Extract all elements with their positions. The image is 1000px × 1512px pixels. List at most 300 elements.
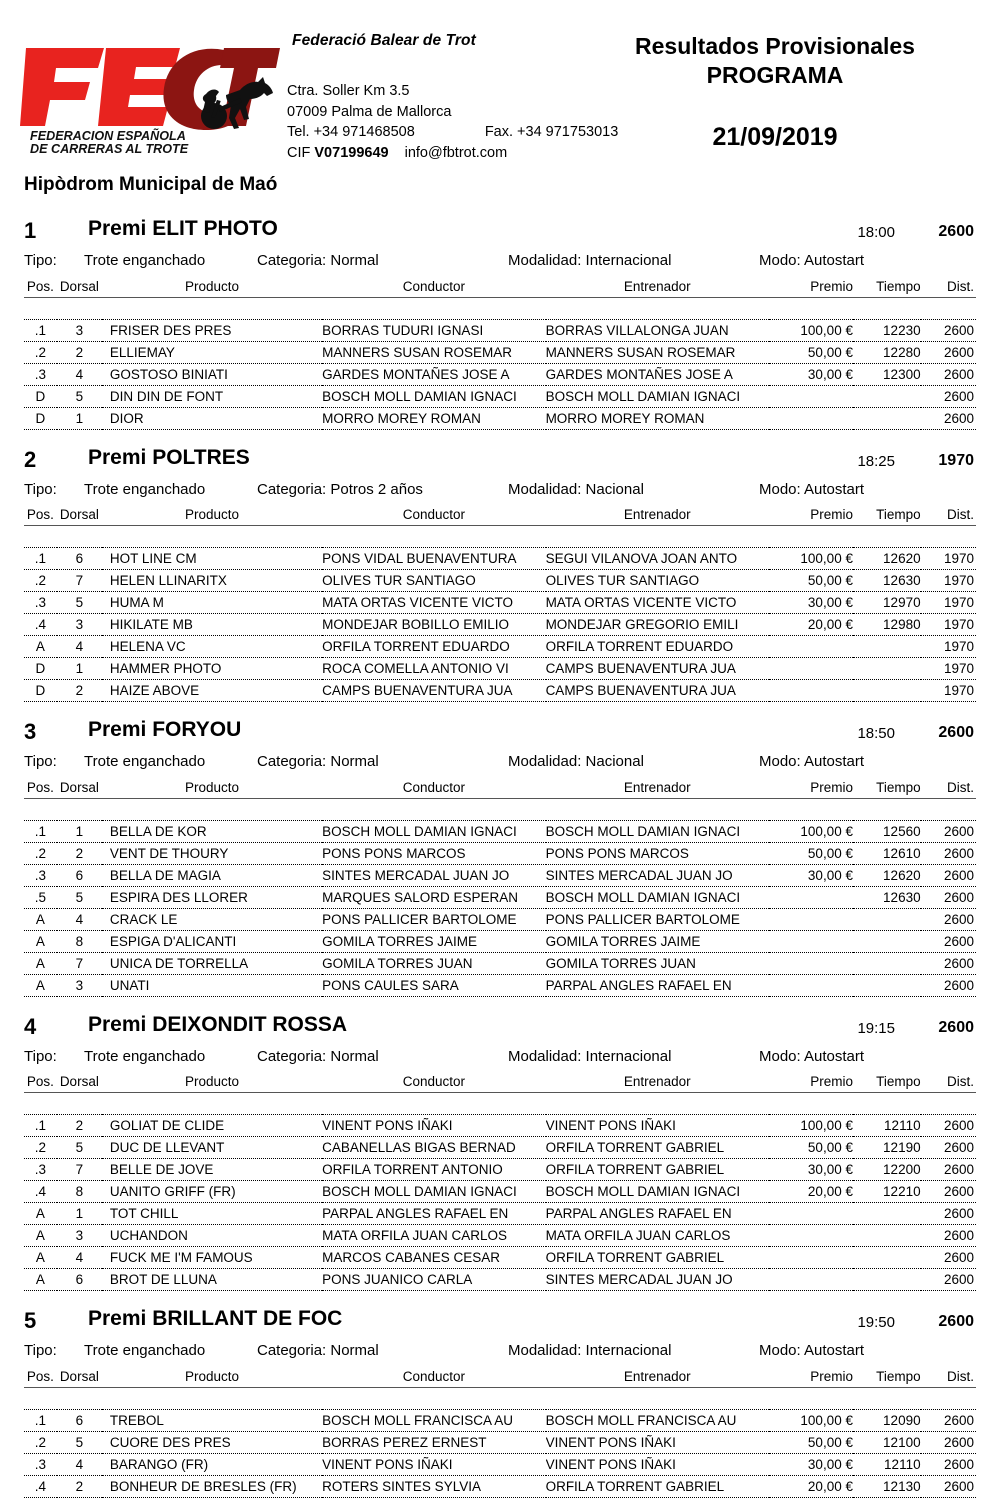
cell-conductor: GOMILA TORRES JAIME [322, 930, 545, 952]
table-row[interactable] [24, 974, 976, 996]
cell-tiempo: 12210 [853, 1181, 921, 1203]
column-header-dorsal: Dorsal [57, 507, 102, 526]
cell-position: .3 [24, 1453, 57, 1475]
cell-dorsal: 6 [57, 1269, 102, 1291]
cell-position: .2 [24, 570, 57, 592]
table-row[interactable] [24, 864, 976, 886]
cell-conductor: MARCOS CABANES CESAR [322, 1247, 545, 1269]
cell-position: .1 [24, 319, 57, 341]
cell-producto: BELLA DE KOR [102, 820, 322, 842]
column-header-tiempo: Tiempo [853, 1368, 921, 1387]
cell-producto: DIN DIN DE FONT [102, 385, 322, 407]
cell-entrenador: PONS PALLICER BARTOLOME [546, 908, 769, 930]
meta-modo: Modo: Autostart [759, 480, 865, 498]
cell-tiempo: 12620 [853, 548, 921, 570]
cell-distancia: 1970 [921, 548, 976, 570]
cell-producto: TREBOL [102, 1409, 322, 1431]
cell-premio [769, 680, 853, 702]
cell-position: .1 [24, 548, 57, 570]
cell-tiempo [853, 658, 921, 680]
race-meta-row [0, 751, 1000, 779]
cell-dorsal: 2 [57, 1115, 102, 1137]
results-table-body [24, 1387, 976, 1497]
cell-conductor: PONS PONS MARCOS [322, 842, 545, 864]
cell-producto: BELLE DE JOVE [102, 1159, 322, 1181]
meta-modo: Modo: Autostart [759, 1047, 865, 1065]
event-date: 21/09/2019 [712, 123, 838, 151]
cell-conductor: VINENT PONS IÑAKI [322, 1115, 545, 1137]
cell-tiempo: 12190 [853, 1137, 921, 1159]
table-row[interactable] [24, 1475, 976, 1497]
cell-distancia: 2600 [921, 930, 976, 952]
meta-tipo-value: Trote enganchado [84, 1342, 206, 1359]
cell-tiempo: 12130 [853, 1475, 921, 1497]
table-row[interactable] [24, 548, 976, 570]
cell-distancia: 2600 [921, 952, 976, 974]
cell-dorsal: 5 [57, 1431, 102, 1453]
cell-dorsal: 4 [57, 908, 102, 930]
document-title-block [580, 32, 970, 152]
meta-modalidad: Modalidad: Nacional [508, 753, 644, 770]
cell-conductor: MONDEJAR BOBILLO EMILIO [322, 614, 545, 636]
table-row[interactable] [24, 319, 976, 341]
cell-producto: DIOR [102, 407, 322, 429]
cell-tiempo: 12620 [853, 864, 921, 886]
cell-position: A [24, 1269, 57, 1291]
cell-producto: HAIZE ABOVE [102, 680, 322, 702]
cell-distancia: 2600 [921, 385, 976, 407]
cell-distancia: 2600 [921, 864, 976, 886]
race-distance: 2600 [938, 223, 974, 240]
spacer-cell [24, 1387, 976, 1409]
table-header-row [24, 779, 976, 798]
cell-premio [769, 952, 853, 974]
cell-tiempo: 12200 [853, 1159, 921, 1181]
cell-conductor: PONS VIDAL BUENAVENTURA [322, 548, 545, 570]
spacer-cell [24, 297, 976, 319]
meta-tipo-label: Tipo: [24, 1047, 57, 1065]
cell-entrenador: GOMILA TORRES JAIME [546, 930, 769, 952]
column-header-dist: Dist. [921, 1368, 976, 1387]
cell-position: .2 [24, 341, 57, 363]
table-row[interactable] [24, 908, 976, 930]
meta-tipo-value: Trote enganchado [84, 753, 206, 770]
cell-dorsal: 7 [57, 952, 102, 974]
table-spacer-row [24, 1387, 976, 1409]
cell-distancia: 2600 [921, 1225, 976, 1247]
cell-tiempo [853, 974, 921, 996]
table-row[interactable] [24, 1247, 976, 1269]
race-start-time: 18:50 [857, 725, 895, 742]
cell-premio: 100,00 € [769, 1115, 853, 1137]
table-row[interactable] [24, 886, 976, 908]
table-spacer-row [24, 798, 976, 820]
cell-position: .3 [24, 592, 57, 614]
race-meta-row [0, 479, 1000, 507]
cif-label: CIF [287, 144, 311, 161]
cell-premio: 30,00 € [769, 1159, 853, 1181]
results-table-head [24, 278, 976, 297]
cell-dorsal: 7 [57, 1159, 102, 1181]
cell-producto: HOT LINE CM [102, 548, 322, 570]
table-row[interactable] [24, 363, 976, 385]
cell-conductor: ORFILA TORRENT ANTONIO [322, 1159, 545, 1181]
table-row[interactable] [24, 842, 976, 864]
spacer-cell [24, 1093, 976, 1115]
column-header-entrenador: Entrenador [546, 1074, 769, 1093]
cell-tiempo [853, 908, 921, 930]
federation-name: Federació Balear de Trot [292, 32, 476, 49]
cell-tiempo: 12230 [853, 319, 921, 341]
logo-subtitle-line1: FEDERACION ESPAÑOLA [30, 129, 186, 143]
race-meta-row [0, 250, 1000, 278]
cell-dorsal: 2 [57, 680, 102, 702]
cell-premio: 50,00 € [769, 1137, 853, 1159]
cell-tiempo: 12110 [853, 1453, 921, 1475]
meta-categoria: Categoria: Normal [257, 1047, 379, 1065]
results-table [24, 1074, 976, 1292]
table-spacer-row [24, 526, 976, 548]
cell-position: .4 [24, 1181, 57, 1203]
cell-conductor: MATA ORTAS VICENTE VICTO [322, 592, 545, 614]
cell-producto: CRACK LE [102, 908, 322, 930]
cell-producto: BELLA DE MAGIA [102, 864, 322, 886]
meta-categoria: Categoria: Normal [257, 1342, 379, 1359]
cell-position: .5 [24, 886, 57, 908]
race-start-time: 19:50 [857, 1314, 895, 1331]
cell-distancia: 1970 [921, 658, 976, 680]
table-row[interactable] [24, 1453, 976, 1475]
race-name: Premi ELIT PHOTO [88, 217, 278, 240]
cell-producto: HELEN LLINARITX [102, 570, 322, 592]
cell-producto: FUCK ME I'M FAMOUS [102, 1247, 322, 1269]
cell-producto: GOLIAT DE CLIDE [102, 1115, 322, 1137]
race-title-row [0, 215, 1000, 250]
cell-position: .3 [24, 864, 57, 886]
table-row[interactable] [24, 614, 976, 636]
cell-entrenador: VINENT PONS IÑAKI [546, 1431, 769, 1453]
table-row[interactable] [24, 407, 976, 429]
cell-premio [769, 636, 853, 658]
cell-conductor: VINENT PONS IÑAKI [322, 1453, 545, 1475]
cell-distancia: 2600 [921, 319, 976, 341]
address-line-2: 07009 Palma de Mallorca [287, 103, 452, 120]
column-header-entrenador: Entrenador [546, 507, 769, 526]
results-table-body [24, 798, 976, 996]
table-header-row [24, 1368, 976, 1387]
cell-producto: ELLIEMAY [102, 341, 322, 363]
race-section [0, 444, 1000, 717]
cell-distancia: 2600 [921, 1269, 976, 1291]
table-row[interactable] [24, 341, 976, 363]
table-row[interactable] [24, 570, 976, 592]
table-header-row [24, 278, 976, 297]
cell-conductor: BOSCH MOLL DAMIAN IGNACI [322, 1181, 545, 1203]
spacer-cell [24, 798, 976, 820]
race-name: Premi DEIXONDIT ROSSA [88, 1012, 348, 1036]
table-row[interactable] [24, 1225, 976, 1247]
cell-tiempo: 12280 [853, 341, 921, 363]
cell-distancia: 2600 [921, 1203, 976, 1225]
cell-conductor: PONS CAULES SARA [322, 974, 545, 996]
cell-entrenador: VINENT PONS IÑAKI [546, 1115, 769, 1137]
column-header-conductor: Conductor [322, 779, 545, 798]
spacer-cell [24, 526, 976, 548]
race-section [0, 1011, 1000, 1306]
cell-conductor: PONS JUANICO CARLA [322, 1269, 545, 1291]
cell-dorsal: 4 [57, 1453, 102, 1475]
cell-tiempo: 12090 [853, 1409, 921, 1431]
cell-position: A [24, 1247, 57, 1269]
column-header-conductor: Conductor [322, 1074, 545, 1093]
meta-tipo-label: Tipo: [24, 753, 57, 770]
meta-tipo-label: Tipo: [24, 1342, 57, 1359]
cell-entrenador: MANNERS SUSAN ROSEMAR [546, 341, 769, 363]
cell-tiempo [853, 407, 921, 429]
table-row[interactable] [24, 1409, 976, 1431]
table-row[interactable] [24, 385, 976, 407]
cell-position: A [24, 636, 57, 658]
race-name: Premi FORYOU [88, 718, 242, 741]
cell-dorsal: 3 [57, 974, 102, 996]
column-header-premio: Premio [769, 507, 853, 526]
cell-position: .2 [24, 1431, 57, 1453]
cell-dorsal: 1 [57, 1203, 102, 1225]
telephone: Tel. +34 971468508 [287, 124, 415, 140]
column-header-dist: Dist. [921, 1074, 976, 1093]
cell-tiempo [853, 1203, 921, 1225]
cell-conductor: CABANELLAS BIGAS BERNAD [322, 1137, 545, 1159]
cell-entrenador: GARDES MONTAÑES JOSE A [546, 363, 769, 385]
cell-tiempo [853, 1269, 921, 1291]
meta-tipo-value: Trote enganchado [84, 1047, 206, 1065]
cell-premio [769, 1269, 853, 1291]
column-header-producto: Producto [102, 278, 322, 297]
race-section [0, 1305, 1000, 1512]
cell-dorsal: 1 [57, 407, 102, 429]
table-row[interactable] [24, 930, 976, 952]
cell-position: .3 [24, 1159, 57, 1181]
cell-producto: FRISER DES PRES [102, 319, 322, 341]
table-row[interactable] [24, 952, 976, 974]
cell-entrenador: SINTES MERCADAL JUAN JO [546, 864, 769, 886]
results-table-head [24, 1074, 976, 1093]
cell-premio [769, 658, 853, 680]
cell-distancia: 2600 [921, 1409, 976, 1431]
meta-categoria: Categoria: Potros 2 años [257, 480, 423, 498]
cell-premio [769, 1203, 853, 1225]
title-line-2: PROGRAMA [706, 62, 844, 88]
table-row[interactable] [24, 1159, 976, 1181]
meta-categoria: Categoria: Normal [257, 753, 379, 770]
fect-logo-svg [18, 38, 280, 156]
cell-distancia: 1970 [921, 592, 976, 614]
column-header-premio: Premio [769, 1074, 853, 1093]
table-spacer-row [24, 297, 976, 319]
table-row[interactable] [24, 636, 976, 658]
race-distance: 2600 [938, 1313, 974, 1330]
results-table [24, 507, 976, 703]
cell-premio: 30,00 € [769, 592, 853, 614]
cell-entrenador: MONDEJAR GREGORIO EMILI [546, 614, 769, 636]
race-title-row [0, 716, 1000, 751]
cell-conductor: MARQUES SALORD ESPERAN [322, 886, 545, 908]
cell-distancia: 2600 [921, 1453, 976, 1475]
cell-entrenador: SEGUI VILANOVA JOAN ANTO [546, 548, 769, 570]
cell-producto: HELENA VC [102, 636, 322, 658]
cell-distancia: 2600 [921, 1247, 976, 1269]
cell-distancia: 1970 [921, 614, 976, 636]
cell-entrenador: BOSCH MOLL DAMIAN IGNACI [546, 820, 769, 842]
cell-entrenador: ORFILA TORRENT GABRIEL [546, 1247, 769, 1269]
cell-conductor: ORFILA TORRENT EDUARDO [322, 636, 545, 658]
table-row[interactable] [24, 1431, 976, 1453]
cell-premio [769, 407, 853, 429]
cell-producto: DUC DE LLEVANT [102, 1137, 322, 1159]
cell-tiempo [853, 952, 921, 974]
table-row[interactable] [24, 658, 976, 680]
table-row[interactable] [24, 1203, 976, 1225]
cell-premio: 100,00 € [769, 820, 853, 842]
cell-dorsal: 4 [57, 1247, 102, 1269]
cell-entrenador: BOSCH MOLL DAMIAN IGNACI [546, 886, 769, 908]
column-header-conductor: Conductor [322, 507, 545, 526]
cell-position: .4 [24, 614, 57, 636]
cell-conductor: GOMILA TORRES JUAN [322, 952, 545, 974]
cell-producto: BROT DE LLUNA [102, 1269, 322, 1291]
cell-premio: 30,00 € [769, 363, 853, 385]
results-table-head [24, 779, 976, 798]
race-start-time: 18:00 [857, 224, 895, 241]
column-header-producto: Producto [102, 507, 322, 526]
column-header-conductor: Conductor [322, 1368, 545, 1387]
cell-position: A [24, 1203, 57, 1225]
cell-conductor: GARDES MONTAÑES JOSE A [322, 363, 545, 385]
cell-dorsal: 5 [57, 592, 102, 614]
meta-modo: Modo: Autostart [759, 252, 865, 269]
column-header-dorsal: Dorsal [57, 1368, 102, 1387]
cell-position: D [24, 407, 57, 429]
cell-entrenador: OLIVES TUR SANTIAGO [546, 570, 769, 592]
cell-position: A [24, 908, 57, 930]
table-row[interactable] [24, 1181, 976, 1203]
column-header-pos: Pos. [24, 1368, 57, 1387]
cell-distancia: 2600 [921, 341, 976, 363]
cell-producto: BARANGO (FR) [102, 1453, 322, 1475]
cell-dorsal: 5 [57, 1137, 102, 1159]
cell-tiempo [853, 680, 921, 702]
cell-conductor: MORRO MOREY ROMAN [322, 407, 545, 429]
cell-premio: 20,00 € [769, 1181, 853, 1203]
cell-premio [769, 908, 853, 930]
cell-position: .2 [24, 1137, 57, 1159]
column-header-producto: Producto [102, 1074, 322, 1093]
cell-tiempo: 12630 [853, 570, 921, 592]
results-table-body [24, 297, 976, 429]
cell-entrenador: BOSCH MOLL DAMIAN IGNACI [546, 1181, 769, 1203]
cell-producto: ESPIGA D'ALICANTI [102, 930, 322, 952]
cell-position: D [24, 680, 57, 702]
race-number: 1 [24, 218, 37, 243]
cell-tiempo: 12610 [853, 842, 921, 864]
column-header-pos: Pos. [24, 278, 57, 297]
cell-premio: 100,00 € [769, 1409, 853, 1431]
results-table-body [24, 526, 976, 702]
cell-conductor: PONS PALLICER BARTOLOME [322, 908, 545, 930]
cell-entrenador: PONS PONS MARCOS [546, 842, 769, 864]
document-header [0, 0, 1000, 195]
column-header-dorsal: Dorsal [57, 779, 102, 798]
cell-entrenador: SINTES MERCADAL JUAN JO [546, 1269, 769, 1291]
table-row[interactable] [24, 1115, 976, 1137]
cell-position: A [24, 952, 57, 974]
column-header-tiempo: Tiempo [853, 507, 921, 526]
table-row[interactable] [24, 1137, 976, 1159]
meta-modalidad: Modalidad: Internacional [508, 252, 672, 269]
meta-tipo-value: Trote enganchado [84, 252, 206, 269]
race-name: Premi POLTRES [88, 445, 250, 469]
cell-dorsal: 3 [57, 319, 102, 341]
cell-dorsal: 8 [57, 930, 102, 952]
cell-entrenador: PARPAL ANGLES RAFAEL EN [546, 974, 769, 996]
cell-entrenador: MATA ORTAS VICENTE VICTO [546, 592, 769, 614]
cell-producto: ESPIRA DES LLORER [102, 886, 322, 908]
cell-dorsal: 4 [57, 636, 102, 658]
cell-dorsal: 2 [57, 341, 102, 363]
race-distance: 1970 [938, 451, 974, 469]
cell-premio: 100,00 € [769, 548, 853, 570]
cell-tiempo [853, 385, 921, 407]
cell-premio: 30,00 € [769, 864, 853, 886]
race-meta-row [0, 1046, 1000, 1074]
meta-modalidad: Modalidad: Internacional [508, 1047, 672, 1065]
fax: Fax. +34 971753013 [484, 124, 619, 140]
cell-producto: UNICA DE TORRELLA [102, 952, 322, 974]
cell-premio: 50,00 € [769, 842, 853, 864]
column-header-dorsal: Dorsal [57, 278, 102, 297]
cell-conductor: ROTERS SINTES SYLVIA [322, 1475, 545, 1497]
cell-distancia: 1970 [921, 636, 976, 658]
cell-dorsal: 2 [57, 842, 102, 864]
cell-entrenador: BORRAS VILLALONGA JUAN [546, 319, 769, 341]
meta-tipo-value: Trote enganchado [84, 480, 206, 498]
results-table [24, 779, 976, 997]
column-header-entrenador: Entrenador [546, 779, 769, 798]
race-meta-row [0, 1340, 1000, 1368]
meta-modalidad: Modalidad: Nacional [508, 480, 644, 498]
cell-conductor: ROCA COMELLA ANTONIO VI [322, 658, 545, 680]
race-start-time: 19:15 [857, 1019, 895, 1037]
meta-tipo-label: Tipo: [24, 480, 57, 498]
column-header-tiempo: Tiempo [853, 278, 921, 297]
cell-tiempo: 12630 [853, 886, 921, 908]
column-header-conductor: Conductor [322, 278, 545, 297]
table-row[interactable] [24, 592, 976, 614]
cell-entrenador: MORRO MOREY ROMAN [546, 407, 769, 429]
meta-modo: Modo: Autostart [759, 753, 865, 770]
column-header-premio: Premio [769, 278, 853, 297]
table-row[interactable] [24, 820, 976, 842]
cell-premio [769, 930, 853, 952]
table-row[interactable] [24, 1269, 976, 1291]
cell-dorsal: 3 [57, 614, 102, 636]
cell-conductor: BORRAS PEREZ ERNEST [322, 1431, 545, 1453]
table-row[interactable] [24, 680, 976, 702]
cell-entrenador: ORFILA TORRENT EDUARDO [546, 636, 769, 658]
race-section [0, 215, 1000, 444]
cell-dorsal: 6 [57, 864, 102, 886]
cell-dorsal: 3 [57, 1225, 102, 1247]
